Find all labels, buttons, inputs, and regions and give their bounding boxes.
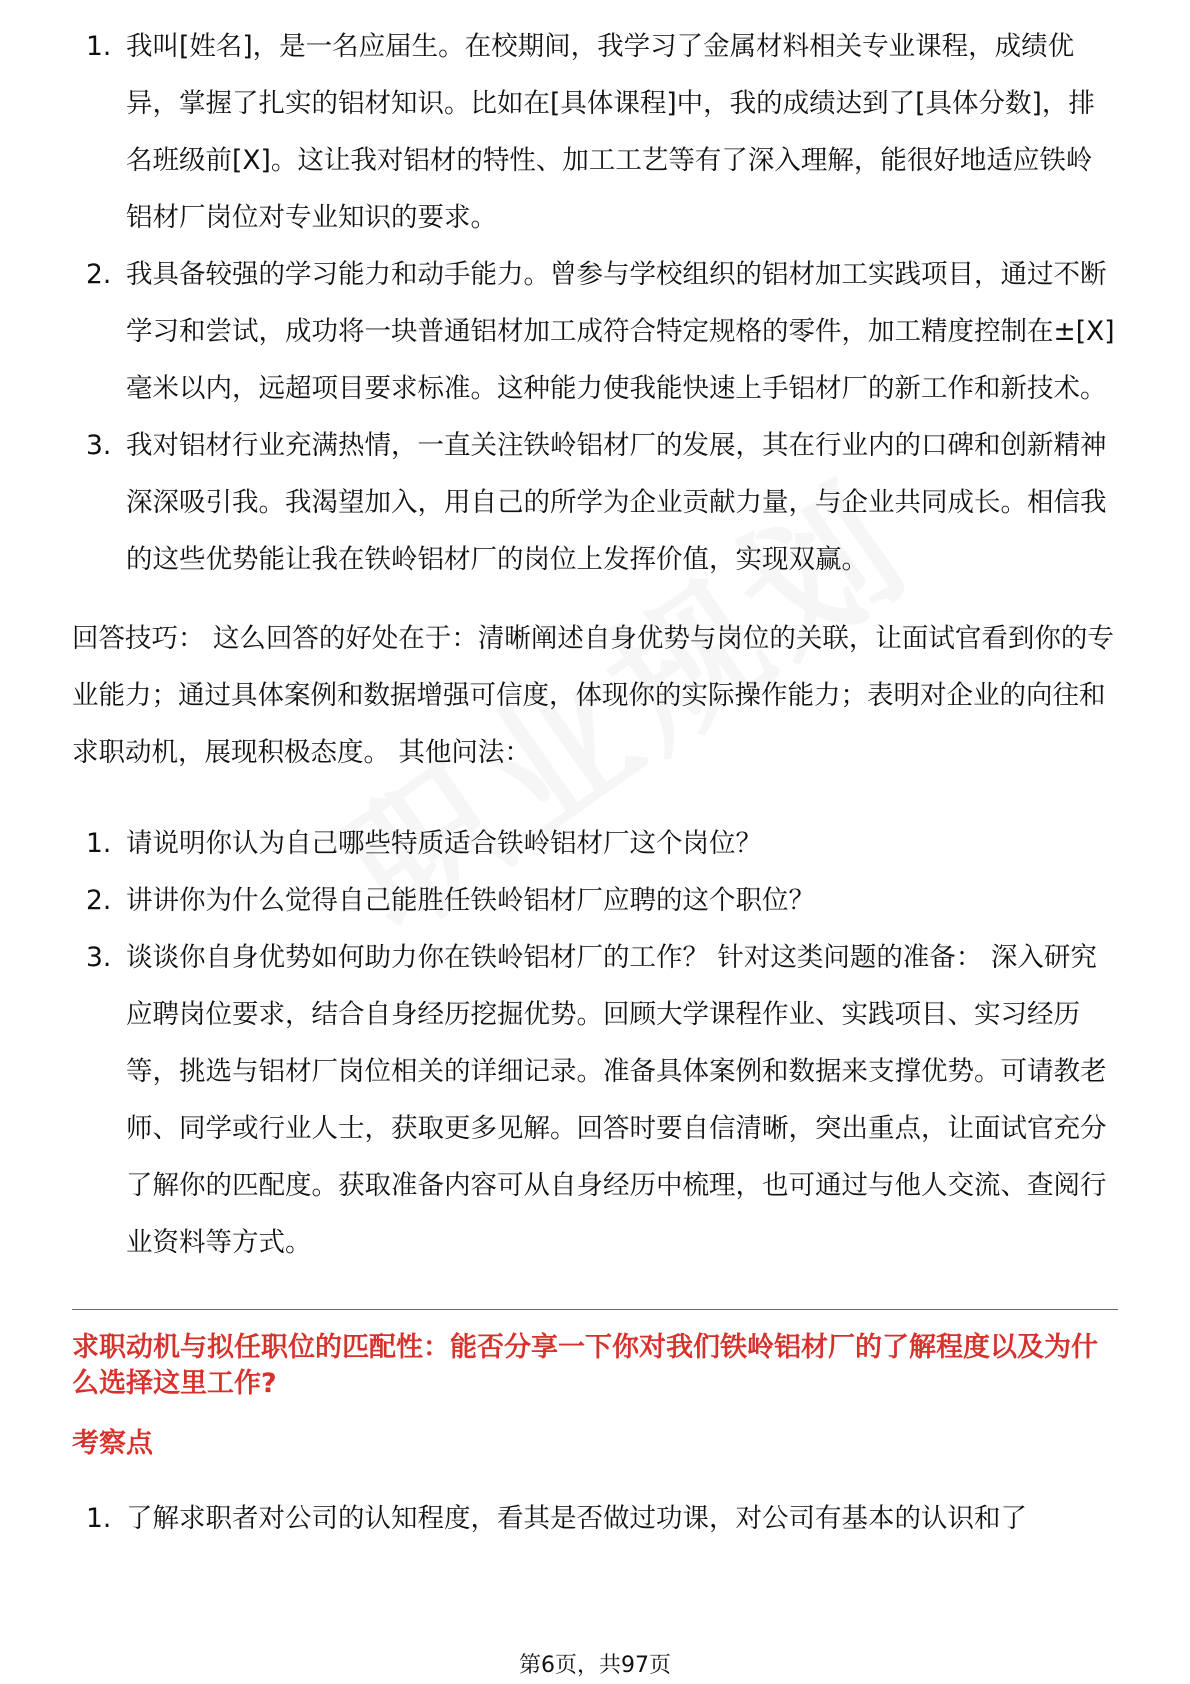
list-item: [72, 815, 1118, 872]
list-number: 1.: [86, 1503, 112, 1534]
page-content: [72, 18, 1118, 1547]
list-number: 1.: [86, 31, 112, 62]
page-number-footer: 第6页，共97页: [519, 1653, 671, 1678]
list-item: [72, 1490, 1118, 1547]
list-item-text: 讲讲你为什么觉得自己能胜任铁岭铝材厂应聘的这个职位？: [126, 885, 815, 916]
list-item: [72, 929, 1118, 1271]
list-item-text: 请说明你认为自己哪些特质适合铁岭铝材厂这个岗位？: [126, 828, 762, 859]
list-item-text: 我具备较强的学习能力和动手能力。曾参与学校组织的铝材加工实践项目，通过不断学习和尝试，成功将一块普通铝材加工成符合特定规格的零件，加工精度控制在±[X]毫米以内，远超项目要求标准。这种能力使我能快速上手铝材厂的新工作和新技术。: [126, 259, 1115, 404]
list-number: 1.: [86, 828, 112, 859]
subsection-heading: 考察点: [72, 1428, 153, 1459]
list-item: [72, 246, 1118, 417]
list-number: 3.: [86, 942, 112, 973]
list-number: 2.: [86, 259, 112, 290]
assessment-points-list: [72, 1490, 1118, 1547]
section-divider: [72, 1309, 1118, 1310]
list-item-text: 谈谈你自身优势如何助力你在铁岭铝材厂的工作？ 针对这类问题的准备： 深入研究应聘岗位要求，结合自身经历挖掘优势。回顾大学课程作业、实践项目、实习经历等，挑选与铝材厂岗位相关的详细记录。准备具体案例和数据来支撑优势。可请教老师、同学或行业人士，获取更多见解。回答时要自信清晰，突出重点，让面试官充分了解你的匹配度。获取准备内容可从自身经历中梳理，也可通过与他人交流、查阅行业资料等方式。: [126, 942, 1107, 1258]
answer-list: [72, 18, 1118, 588]
section-heading: 求职动机与拟任职位的匹配性：能否分享一下你对我们铁岭铝材厂的了解程度以及为什么选择这里工作?: [72, 1332, 1098, 1399]
list-item: [72, 872, 1118, 929]
list-item: [72, 18, 1118, 246]
alternative-questions-list: [72, 815, 1118, 1271]
list-number: 3.: [86, 430, 112, 461]
tips-paragraph: 回答技巧： 这么回答的好处在于：清晰阐述自身优势与岗位的关联，让面试官看到你的专业能力；通过具体案例和数据增强可信度，体现你的实际操作能力；表明对企业的向往和求职动机，展现积极态度。 其他问法：: [72, 623, 1114, 768]
list-number: 2.: [86, 885, 112, 916]
list-item: [72, 417, 1118, 588]
list-item-text: 我叫[姓名]，是一名应届生。在校期间，我学习了金属材料相关专业课程，成绩优异，掌握了扎实的铝材知识。比如在[具体课程]中，我的成绩达到了[具体分数]，排名班级前[X]。这让我对铝材的特性、加工工艺等有了深入理解，能很好地适应铁岭铝材厂岗位对专业知识的要求。: [126, 31, 1095, 233]
list-item-text: 我对铝材行业充满热情，一直关注铁岭铝材厂的发展，其在行业内的口碑和创新精神深深吸引我。我渴望加入，用自己的所学为企业贡献力量，与企业共同成长。相信我的这些优势能让我在铁岭铝材厂的岗位上发挥价值，实现双赢。: [126, 430, 1107, 575]
list-item-text: 了解求职者对公司的认知程度，看其是否做过功课，对公司有基本的认识和了: [126, 1503, 1027, 1534]
